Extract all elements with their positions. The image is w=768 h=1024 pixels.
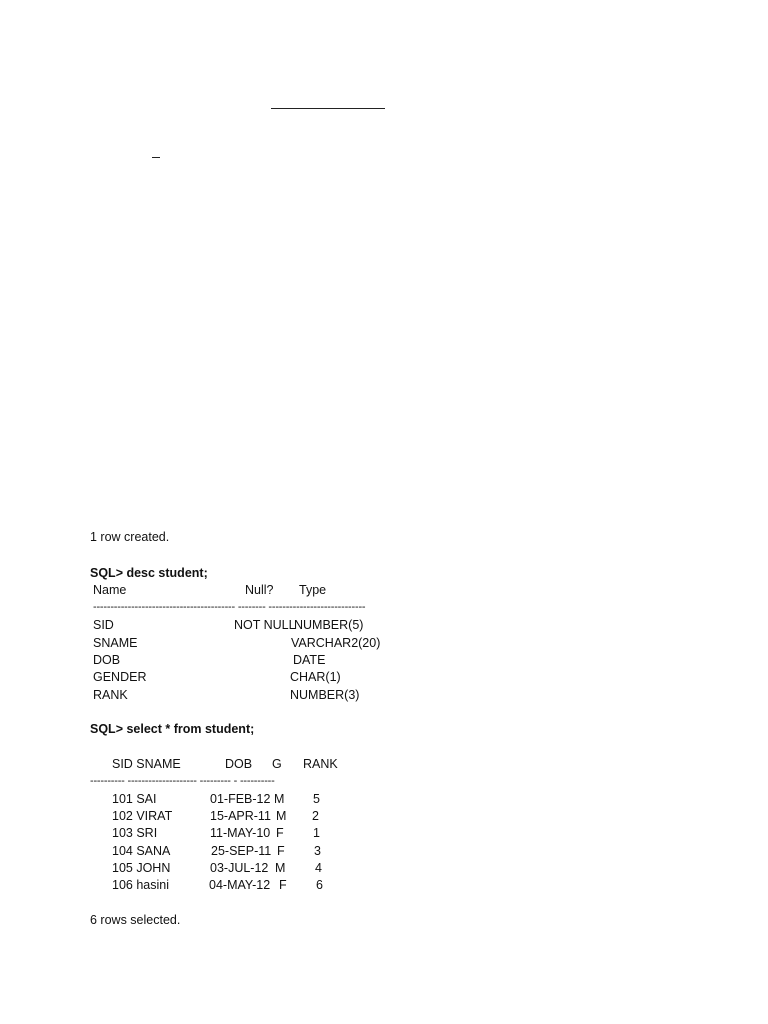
result-rank: 3 xyxy=(314,844,321,858)
desc-header-null: Null? xyxy=(245,583,274,597)
result-gender: M xyxy=(276,809,287,823)
result-rank: 2 xyxy=(312,809,319,823)
result-rank: 5 xyxy=(313,792,320,806)
select-header-g: G xyxy=(272,757,282,771)
result-sid-sname: 106 hasini xyxy=(112,878,169,892)
desc-row-name: SID xyxy=(93,618,114,632)
result-sid-sname: 101 SAI xyxy=(112,792,157,806)
desc-row-null: NOT NULL xyxy=(234,618,296,632)
desc-row-name: RANK xyxy=(93,688,128,702)
result-dob: 01-FEB-12 xyxy=(210,792,271,806)
result-dob: 04-MAY-12 xyxy=(209,878,271,892)
status-rows-selected: 6 rows selected. xyxy=(90,913,181,927)
result-dob: 11-MAY-10 xyxy=(210,826,271,840)
result-rank: 1 xyxy=(313,826,320,840)
desc-header-type: Type xyxy=(299,583,327,597)
result-gender: F xyxy=(276,826,284,840)
desc-row-name: GENDER xyxy=(93,670,147,684)
desc-row-name: SNAME xyxy=(93,636,138,650)
result-gender: M xyxy=(274,792,285,806)
desc-row-type: NUMBER(3) xyxy=(290,688,360,702)
result-gender: F xyxy=(279,878,287,892)
desc-row-name: DOB xyxy=(93,653,121,667)
select-command: SQL> select * from student; xyxy=(90,722,255,736)
select-header-sid-sname: SID SNAME xyxy=(112,757,181,771)
result-rank: 4 xyxy=(315,861,322,875)
desc-row-type: DATE xyxy=(293,653,326,667)
result-dob: 03-JUL-12 xyxy=(210,861,269,875)
result-dob: 25-SEP-11 xyxy=(211,844,272,858)
desc-separator: ----------------------------------------- -------- ---------------------------- xyxy=(93,601,366,613)
result-dob: 15-APR-11 xyxy=(210,809,271,823)
select-header-rank: RANK xyxy=(303,757,338,771)
result-sid-sname: 104 SANA xyxy=(112,844,171,858)
desc-command: SQL> desc student; xyxy=(90,566,208,580)
result-rank: 6 xyxy=(316,878,323,892)
result-gender: M xyxy=(275,861,286,875)
select-header-dob: DOB xyxy=(225,757,253,771)
status-row-created: 1 row created. xyxy=(90,530,170,544)
select-separator: ---------- -------------------- --------- - ---------- xyxy=(90,775,275,787)
desc-header-name: Name xyxy=(93,583,127,597)
result-sid-sname: 105 JOHN xyxy=(112,861,171,875)
top-underline xyxy=(271,108,385,109)
desc-row-type: CHAR(1) xyxy=(290,670,341,684)
result-sid-sname: 102 VIRAT xyxy=(112,809,173,823)
desc-row-type: NUMBER(5) xyxy=(294,618,364,632)
desc-row-type: VARCHAR2(20) xyxy=(291,636,381,650)
result-gender: F xyxy=(277,844,285,858)
small-dash xyxy=(152,157,160,158)
result-sid-sname: 103 SRI xyxy=(112,826,158,840)
